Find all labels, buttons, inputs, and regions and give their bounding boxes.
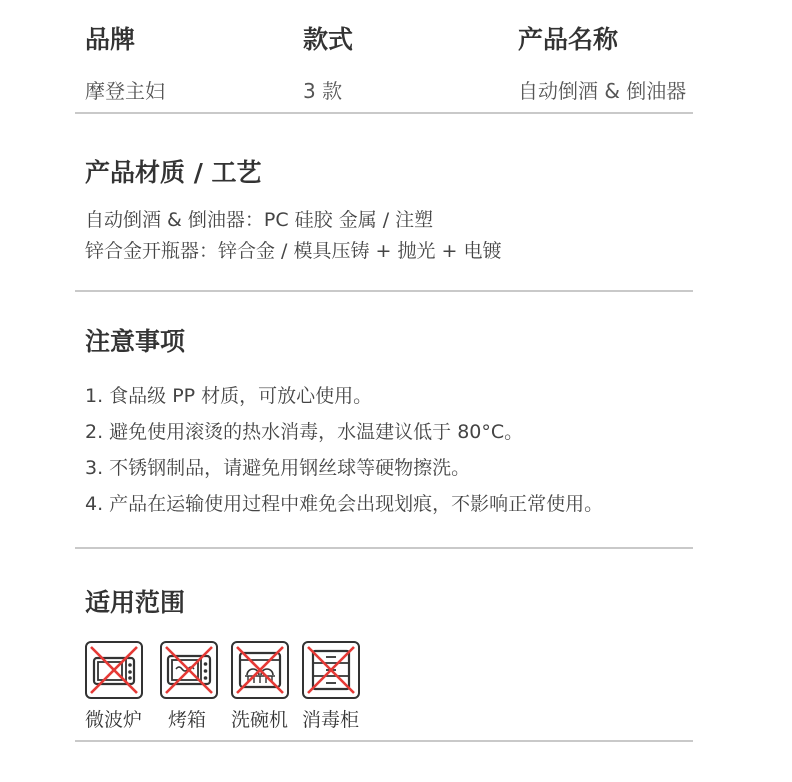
divider <box>75 112 693 114</box>
sterilizer-label: 消毒柜 <box>302 709 360 731</box>
dishwasher-icon <box>231 641 289 699</box>
sterilizer-icon <box>302 641 360 699</box>
oven-label: 烤箱 <box>168 709 207 731</box>
brand-label: 品牌 <box>85 25 136 54</box>
brand-value: 摩登主妇 <box>85 79 165 103</box>
dishwasher-label: 洗碗机 <box>231 709 289 731</box>
oven-icon <box>160 641 218 699</box>
material-line: 自动倒酒 & 倒油器：PC 硅胶 金属 / 注塑 <box>85 209 434 231</box>
divider <box>75 547 693 549</box>
material-title: 产品材质 / 工艺 <box>85 158 262 187</box>
note-item: 3. 不锈钢制品，请避免用钢丝球等硬物擦洗。 <box>85 457 471 479</box>
note-item: 4. 产品在运输使用过程中难免会出现划痕，不影响正常使用。 <box>85 493 604 515</box>
usage-title: 适用范围 <box>85 588 186 617</box>
divider <box>75 740 693 742</box>
divider <box>75 290 693 292</box>
note-item: 1. 食品级 PP 材质，可放心使用。 <box>85 385 373 407</box>
note-item: 2. 避免使用滚烫的热水消毒，水温建议低于 80°C。 <box>85 421 524 443</box>
product-name-label: 产品名称 <box>518 25 619 54</box>
product-name-value: 自动倒酒 & 倒油器 <box>518 79 687 103</box>
material-line: 锌合金开瓶器：锌合金 / 模具压铸 + 抛光 + 电镀 <box>85 240 502 262</box>
microwave-icon <box>85 641 143 699</box>
style-value: 3 款 <box>303 79 343 103</box>
style-label: 款式 <box>303 25 354 54</box>
microwave-label: 微波炉 <box>85 709 143 731</box>
notes-title: 注意事项 <box>85 327 186 356</box>
